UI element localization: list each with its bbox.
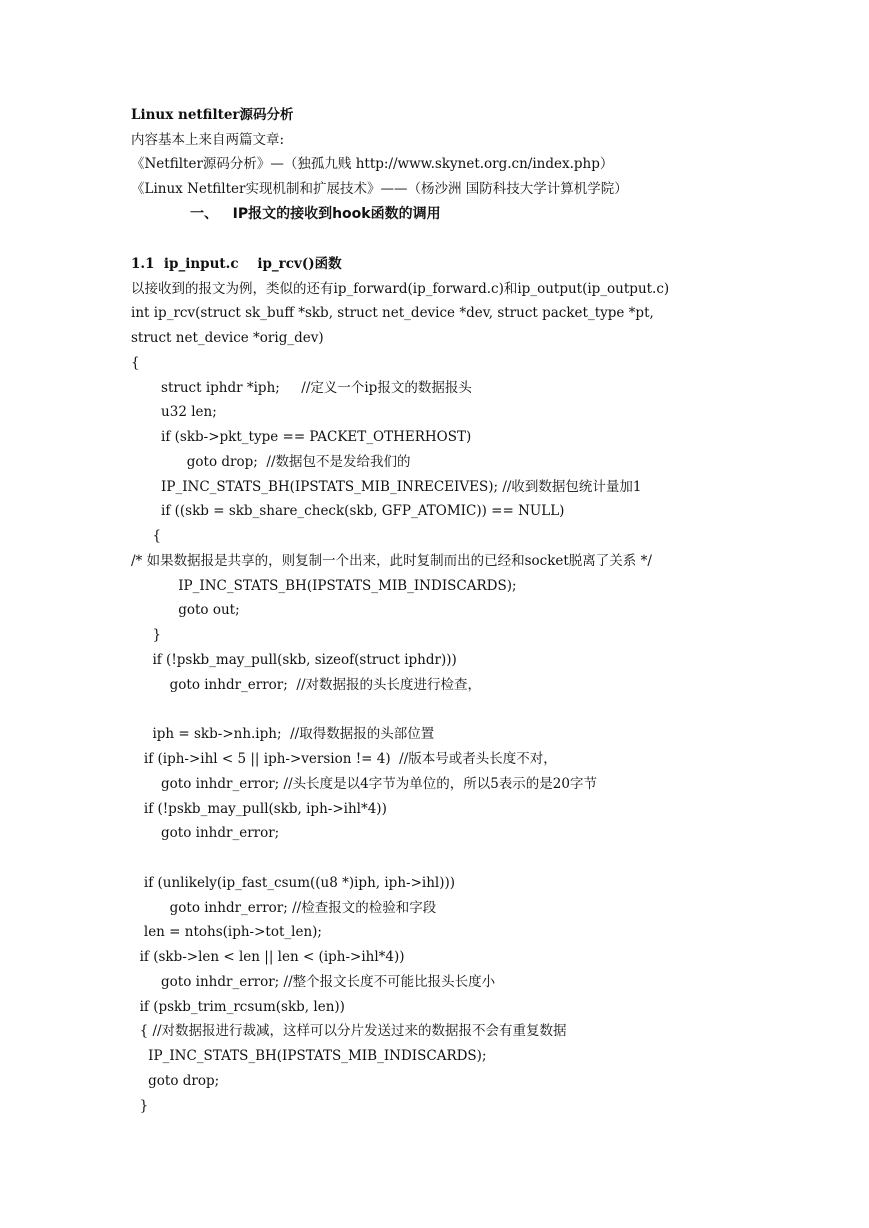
code-line: iph = skb->nh.iph; //取得数据报的头部位置 xyxy=(131,726,435,742)
code-line: IP_INC_STATS_BH(IPSTATS_MIB_INDISCARDS); xyxy=(131,578,517,594)
code-line: goto inhdr_error; //头长度是以4字节为单位的，所以5表示的是20字节 xyxy=(131,776,597,792)
code-line: if (iph->ihl < 5 || iph->version != 4) //版本号或者头长度不对， xyxy=(131,751,557,767)
code-line: goto inhdr_error; //检查报文的检验和字段 xyxy=(131,900,437,916)
code-line: goto inhdr_error; xyxy=(131,825,280,841)
intro-text: 内容基本上来自两篇文章: xyxy=(131,132,285,148)
code-line: len = ntohs(iph->tot_len); xyxy=(131,924,322,940)
code-line: { xyxy=(131,528,162,544)
description-text: 以接收到的报文为例，类似的还有ip_forward(ip_forward.c)和ip_output(ip_output.c) xyxy=(131,281,670,297)
code-line: if (!pskb_may_pull(skb, iph->ihl*4)) xyxy=(131,801,387,817)
code-line: u32 len; xyxy=(131,404,217,420)
code-line: IP_INC_STATS_BH(IPSTATS_MIB_INRECEIVES); //收到数据包统计量加1 xyxy=(131,479,642,495)
section-heading: 一、 IP报文的接收到hook函数的调用 xyxy=(190,206,441,222)
code-line: struct net_device *orig_dev) xyxy=(131,330,324,346)
code-line: if (skb->len < len || len < (iph->ihl*4)) xyxy=(131,949,405,965)
code-line: goto inhdr_error; //整个报文长度不可能比报头长度小 xyxy=(131,974,496,990)
code-line: goto inhdr_error; //对数据报的头长度进行检查， xyxy=(131,677,481,693)
code-line: struct iphdr *iph; //定义一个ip报文的数据报头 xyxy=(131,380,472,396)
code-line: if (skb->pkt_type == PACKET_OTHERHOST) xyxy=(131,429,472,445)
code-line: { xyxy=(131,355,140,371)
code-line: int ip_rcv(struct sk_buff *skb, struct net_device *dev, struct packet_type *pt, xyxy=(131,305,654,321)
code-line: if (!pskb_may_pull(skb, sizeof(struct iphdr))) xyxy=(131,652,457,668)
code-line: } xyxy=(131,1098,149,1114)
code-line: if (pskb_trim_rcsum(skb, len)) xyxy=(131,999,345,1015)
code-line: /* 如果数据报是共享的，则复制一个出来，此时复制而出的已经和socket脱离了关系 */ xyxy=(131,553,652,569)
code-line: goto drop; //数据包不是发给我们的 xyxy=(131,454,411,470)
code-line: goto drop; xyxy=(131,1073,220,1089)
code-line: IP_INC_STATS_BH(IPSTATS_MIB_INDISCARDS); xyxy=(131,1048,487,1064)
code-line: if ((skb = skb_share_check(skb, GFP_ATOMIC)) == NULL) xyxy=(131,503,565,519)
subsection-heading: 1.1 ip_input.c ip_rcv()函数 xyxy=(131,256,342,272)
reference-2: 《Linux Netfilter实现机制和扩展技术》——（杨沙洲 国防科技大学计算机学院） xyxy=(131,181,628,197)
reference-1: 《Netfilter源码分析》—（独孤九贱 http://www.skynet.org.cn/index.php） xyxy=(131,156,614,172)
code-line: } xyxy=(131,627,162,643)
code-line: { //对数据报进行裁减，这样可以分片发送过来的数据报不会有重复数据 xyxy=(131,1023,567,1039)
code-line: if (unlikely(ip_fast_csum((u8 *)iph, iph->ihl))) xyxy=(131,875,456,891)
code-line: goto out; xyxy=(131,602,240,618)
document-title: Linux netfilter源码分析 xyxy=(131,107,294,123)
